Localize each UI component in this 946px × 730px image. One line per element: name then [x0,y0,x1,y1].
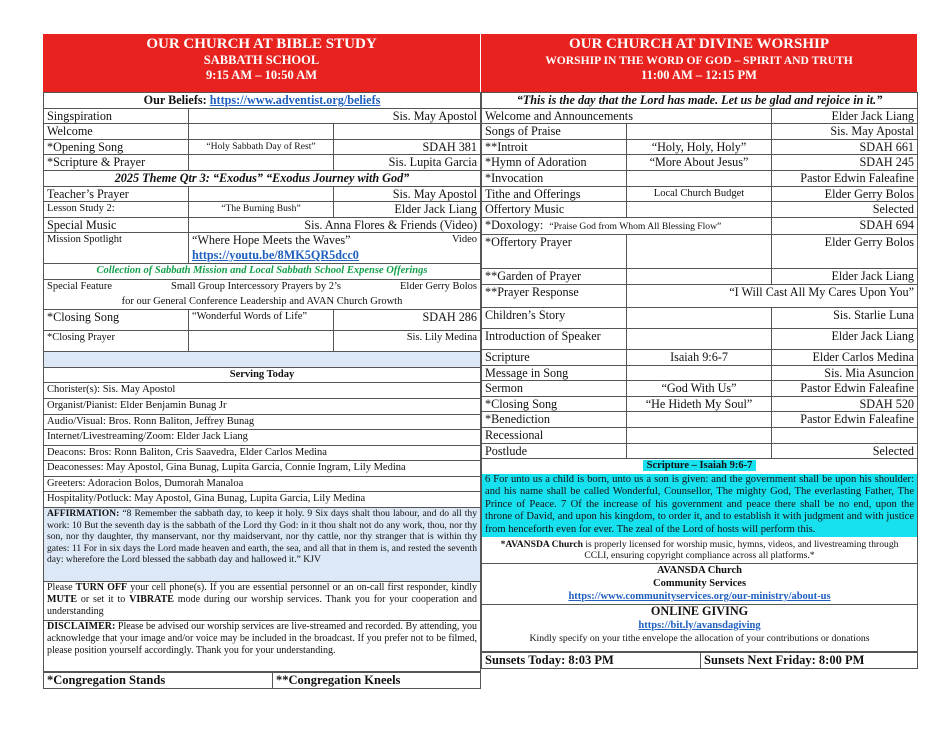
disclaimer-notice [44,621,481,672]
serving-item: Deaconesses: May Apostol, Gina Bunag, Lupita Garcia, Connie Ingram, Lily Medina [44,461,481,477]
bible-study-title: OUR CHURCH AT BIBLE STUDY [146,36,377,52]
bible-study-header [43,34,480,92]
item-person: Elder Jack Liang [772,108,918,124]
community-services: Community Services [653,578,747,590]
serving-row [44,383,481,399]
disclaimer-text: Please be advised our worship services are live-streamed and recorded. By attending, you acknowledge that your image and/or voice may be included in the broadcast. If you prefer not to be filmed, please position yourself accordingly. Thank you for your understanding. [47,621,477,657]
serving-title-row [44,367,481,383]
serving-item: Hospitality/Potluck: May Apostol, Gina Bunag, Lupita Garcia, Lily Medina [44,492,481,508]
serving-item: Internet/Livestreaming/Zoom: Elder Jack Liang [44,430,481,446]
beliefs-label: Our Beliefs: [143,93,207,107]
item-person: SDAH 661 [772,139,918,155]
serving-row [44,398,481,414]
scripture-title: Scripture – Isaiah 9:6-7 [643,460,757,471]
item-label: Children’s Story [482,307,627,328]
item-label: Singspiration [44,108,189,124]
mission-kind: Video [451,234,477,246]
giving-row [482,605,918,652]
scripture-text: 6 For unto us a child is born, unto us a son is given: and the government shall be upon his shoulder: and his name shall be called Wonderful, Counsellor, The mighty God, The everlasting Father, The Prince of Peace. 7 Of the increase of his government and peace there shall be no end, upon the throne of David, and upon his kingdom, to order it, and to establish it with judgment and with justice from henceforth even for ever. The zeal of the Lord of hosts will perform this. [482,474,917,537]
congregation-stands-note: *Congregation Stands [44,673,273,689]
sunsets-next-friday: Sunsets Next Friday: 8:00 PM [701,653,918,669]
program-row [44,202,481,218]
program-row [482,443,918,459]
program-row [482,307,918,328]
psalm-quote: “This is the day that the Lord has made. Let us be glad and rejoice in it.” [482,93,918,109]
mission-video-link[interactable]: https://youtu.be/8MK5QR5dcc0 [192,247,359,262]
divine-worship-table [481,92,918,652]
bible-study-time: 9:15 AM – 10:50 AM [205,68,318,82]
item-person: Pastor Edwin Faleafine [772,381,918,397]
program-row [482,427,918,443]
phones-notice: Please TURN OFF your cell phone(s). If you are essential personnel or an on-call first responder, kindly MUTE or set it to VIBRATE mode during our worship services. Thank you for your cooperation and understanding [44,582,481,621]
item-person: SDAH 520 [772,396,918,412]
item-person: SDAH 381 [334,139,481,155]
item-label: Tithe and Offerings [482,186,627,202]
quote-row [482,93,918,109]
program-row [44,186,481,202]
item-title: “The Burning Bush” [189,202,334,218]
item-label: *Closing Prayer [44,331,189,352]
program-row [482,328,918,349]
item-person: Sis. Mia Asuncion [772,365,918,381]
mission-row [44,233,481,264]
program-row [482,349,918,365]
theme-row [44,170,481,186]
item-label: Recessional [482,427,627,443]
collection-row [44,264,481,280]
item-person: Elder Gerry Bolos [772,235,918,269]
item-label: Lesson Study 2: [44,202,189,218]
quarter-theme: 2025 Theme Qtr 3: “Exodus” “Exodus Journey with God” [44,170,481,186]
program-row [44,217,481,233]
item-label: Songs of Praise [482,124,627,140]
item-person: Pastor Edwin Faleafine [772,170,918,186]
spacer-row [44,352,481,368]
disclaimer-label: DISCLAIMER: [47,621,116,633]
program-row [482,235,918,269]
serving-title: Serving Today [44,367,481,383]
program-row [482,284,918,307]
item-title: “God With Us” [627,381,772,397]
program-row [482,381,918,397]
community-link[interactable]: https://www.communityservices.org/our-ministry/about-us [568,591,831,603]
item-label: *Invocation [482,170,627,186]
item-label: **Introit [482,139,627,155]
item-label: *Closing Song [44,310,189,331]
item-title: “Praise God from Whom All Blessing Flow” [549,220,722,232]
item-person: Sis. May Apostol [189,108,481,124]
serving-item: Greeters: Adoracion Bolos, Dumorah Manaloa [44,476,481,492]
feature-title: Small Group Intercessory Prayers by 2’s [171,280,342,292]
item-label: **Prayer Response [482,284,627,307]
item-label: Welcome [44,124,189,140]
item-label: *Closing Song [482,396,627,412]
phones-row [44,582,481,621]
item-person: Selected [772,202,918,218]
item-person: Elder Jack Liang [772,269,918,285]
sunsets-today: Sunsets Today: 8:03 PM [482,653,701,669]
item-label: Offertory Music [482,202,627,218]
serving-row [44,461,481,477]
divine-worship-title: OUR CHURCH AT DIVINE WORSHIP [568,36,830,52]
serving-row [44,414,481,430]
item-person: Elder Jack Liang [772,328,918,349]
item-label: Special Feature [47,280,113,292]
item-label: **Garden of Prayer [482,269,627,285]
special-feature-row [44,279,481,309]
affirmation-row [44,508,481,582]
item-label: *Doxology: [485,217,544,232]
item-person: Sis. Lily Medina [334,331,481,352]
program-row [482,396,918,412]
program-row [482,412,918,428]
program-row [482,139,918,155]
item-label: *Hymn of Adoration [482,155,627,171]
program-row [44,310,481,331]
community-row [482,564,918,605]
affirmation-label: AFFIRMATION: [47,508,120,520]
serving-item: Organist/Pianist: Elder Benjamin Bunag Jr [44,398,481,414]
divine-worship-subtitle: WORSHIP IN THE WORD OF GOD – SPIRIT AND TRUTH [545,53,853,67]
giving-note: Kindly specify on your tithe envelope the allocation of your contributions or donations [529,633,870,645]
serving-item: Deacons: Bros: Ronn Baliton, Cris Saavedra, Elder Carlos Medina [44,445,481,461]
item-label: *Scripture & Prayer [44,155,189,171]
item-label: *Benediction [482,412,627,428]
item-person: SDAH 245 [772,155,918,171]
item-person: Sis. Anna Flores & Friends (Video) [189,217,481,233]
item-person: “I Will Cast All My Cares Upon You” [627,284,918,307]
program-row [44,331,481,352]
item-person: Pastor Edwin Faleafine [772,412,918,428]
item-person: Elder Gerry Bolos [400,280,477,292]
item-person: Sis. May Apostal [772,124,918,140]
program-row [482,186,918,202]
divine-worship-time: 11:00 AM – 12:15 PM [641,68,757,82]
item-title: Local Church Budget [627,186,772,202]
item-label: Teacher’s Prayer [44,186,189,202]
program-row [44,139,481,155]
program-row [482,170,918,186]
item-person: Elder Carlos Medina [772,349,918,365]
serving-row [44,445,481,461]
program-row [44,108,481,124]
program-row [482,365,918,381]
program-row [482,202,918,218]
giving-title: ONLINE GIVING [650,604,749,619]
item-person: Sis. May Apostol [334,186,481,202]
item-person: Sis. Starlie Luna [772,307,918,328]
item-label: *Opening Song [44,139,189,155]
affirmation-text: “8 Remember the sabbath day, to keep it holy. 9 Six days shalt thou labour, and do all thy work: 10 But the seventh day is the sabbath of the Lord thy God: in it thou shalt not do any work, thou, nor thy son, nor thy daughter, thy manservant, nor thy maidservant, nor thy cattle, nor thy stranger that is within thy gates: 11 For in six days the Lord made heaven and earth, the sea, and all that in them is, and rested the seventh day: wherefore the Lord blessed the sabbath day and hallowed it.” KJV [47,508,477,566]
community-church: AVANSDA Church [657,565,742,577]
sabbath-school-subtitle: SABBATH SCHOOL [203,52,320,67]
program-row [44,124,481,140]
program-row [482,269,918,285]
right-footer [481,652,918,669]
giving-link[interactable]: https://bit.ly/avansdagiving [638,619,761,631]
item-label: Introduction of Speaker [482,328,627,349]
item-label: Scripture [482,349,627,365]
doxology-row [482,217,918,235]
item-label: Postlude [482,443,627,459]
program-row [482,108,918,124]
left-footer [43,672,481,689]
program-row [482,124,918,140]
item-label: Mission Spotlight [44,233,189,264]
divine-worship-column [481,34,917,669]
serving-row [44,492,481,508]
item-person: SDAH 694 [772,217,918,235]
disclaimer-row [44,621,481,672]
item-label: Special Music [44,217,189,233]
item-title: “Holy, Holy, Holy” [627,139,772,155]
item-label: Welcome and Announcements [482,108,772,124]
divine-worship-header [481,34,917,92]
scripture-row [482,459,918,564]
feature-detail: for our General Conference Leadership and AVAN Church Growth [121,295,403,307]
item-person: Elder Jack Liang [334,202,481,218]
item-title: “He Hideth My Soul” [627,396,772,412]
serving-row [44,430,481,446]
item-person: Selected [772,443,918,459]
serving-item: Audio/Visual: Bros. Ronn Baliton, Jeffrey Bunag [44,414,481,430]
program-row [44,155,481,171]
item-title: “More About Jesus” [627,155,772,171]
beliefs-link[interactable]: https://www.adventist.org/beliefs [209,93,381,107]
congregation-kneels-note: **Congregation Kneels [273,673,481,689]
mission-title: “Where Hope Meets the Waves” [192,233,351,248]
item-person: SDAH 286 [334,310,481,331]
item-title: “Wonderful Words of Life” [189,310,334,331]
item-label: Sermon [482,381,627,397]
serving-item: Chorister(s): Sis. May Apostol [44,383,481,399]
item-label: *Offertory Prayer [482,235,627,269]
program-row [482,155,918,171]
item-person: Sis. Lupita Garcia [334,155,481,171]
item-title: “Holy Sabbath Day of Rest” [189,139,334,155]
serving-row [44,476,481,492]
beliefs-row [44,93,481,109]
item-label: Message in Song [482,365,627,381]
item-title: Isaiah 9:6-7 [627,349,772,365]
item-person: Elder Gerry Bolos [772,186,918,202]
bible-study-table [43,92,481,672]
ccli-notice: *AVANSDA Church is properly licensed for worship music, hymns, videos, and livestreaming through CCLI, ensuring copyright compliance across all platforms.* [500,538,899,562]
collection-text: Collection of Sabbath Mission and Local Sabbath School Expense Offerings [44,264,481,280]
bible-study-column [43,34,480,689]
